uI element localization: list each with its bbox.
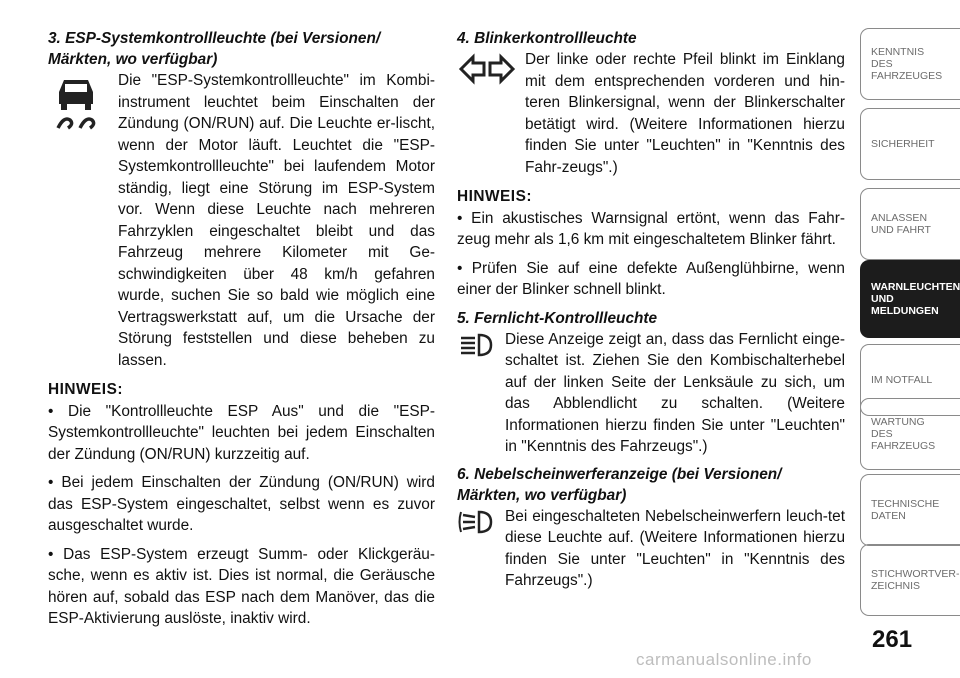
page-number: 261 bbox=[872, 626, 913, 653]
note-paragraph: • Ein akustisches Warnsignal ertönt, wenn das Fahr-zeug mehr als 1,6 km mit eingeschaltetem Blinker fährt. bbox=[457, 209, 845, 248]
high-beam-icon bbox=[457, 329, 505, 369]
section-3-block bbox=[48, 70, 435, 371]
watermark: carmanualsonline.info bbox=[636, 650, 812, 669]
left-column bbox=[48, 28, 435, 637]
section-6-heading: 6. Nebelscheinwerferanzeige (bei Versionen/ Märkten, wo verfügbar) bbox=[457, 465, 782, 504]
tab-label: TECHNISCHE DATEN bbox=[871, 498, 940, 522]
section-4-block bbox=[457, 49, 845, 178]
tab-technische-daten[interactable] bbox=[860, 474, 960, 546]
tab-wartung-des-fahrzeugs[interactable] bbox=[860, 398, 960, 470]
section-5-block bbox=[457, 329, 845, 458]
section-6-block bbox=[457, 506, 845, 592]
tab-label: KENNTNIS DES FAHRZEUGES bbox=[871, 46, 943, 82]
section-6-text: Bei eingeschalteten Nebelscheinwerfern leuch-tet diese Leuchte auf. (Weitere Informationen hierzu finden Sie unter "Leuchten" in "Kenntnis des Fahrzeugs".) bbox=[505, 507, 845, 589]
tab-stichwortverzeichnis[interactable] bbox=[860, 544, 960, 616]
section-4-text: Der linke oder rechte Pfeil blinkt im Einklang mit dem entsprechenden vorderen und hin-teren Blinkersignal, wenn der Blinkerschalter betätigt wird. (Weitere Informationen hierzu finden Sie unter "Leuchten" in "Kenntnis des Fahr-zeugs".) bbox=[525, 51, 845, 176]
tab-sicherheit[interactable] bbox=[860, 108, 960, 180]
tab-label: SICHERHEIT bbox=[871, 138, 935, 150]
section-3-text: Die "ESP-Systemkontrollleuchte" im Kombi-instrument leuchtet beim Einschalten der Zündung (ON/RUN) auf. Die Leuchte er-lischt, wenn der Motor läuft. Leuchtet die "ESP-Systemkontrollleuchte" bei laufendem Motor ständig, liegt eine Störung im ESP-System vor. Wenn diese Leuchte nach mehreren Fahrzyklen eingeschaltet bleibt und das Fahrzeug mehrere Kilometer mit Ge-schwindigkeiten über 48 km/h gefahren wurde, suchen Sie so bald wie möglich eine Vertragswerkstatt auf, um die Ursache der Störung feststellen und diese beheben zu lassen. bbox=[118, 72, 435, 369]
right-column bbox=[457, 28, 845, 592]
section-5-heading: 5. Fernlicht-Kontrollleuchte bbox=[457, 309, 658, 327]
turn-signal-arrows-icon bbox=[457, 49, 525, 109]
note-paragraph: • Prüfen Sie auf eine defekte Außenglühbirne, wenn einer der Blinker schnell blinkt. bbox=[457, 259, 845, 298]
hinweis-label: HINWEIS: bbox=[457, 188, 532, 205]
section-5-text: Diese Anzeige zeigt an, dass das Fernlicht einge-schaltet ist. Ziehen Sie den Kombischalterhebel auf der linken Seite der Lenksäule zu sich, um das Abblendlicht zu schalten. (Weitere Informationen hierzu finden Sie unter "Leuchten" in "Kenntnis des Fahrzeugs".) bbox=[505, 330, 845, 455]
hinweis-label: HINWEIS: bbox=[48, 381, 123, 398]
tab-label: WARNLEUCHTEN UND MELDUNGEN bbox=[871, 281, 960, 317]
tab-kenntnis-des-fahrzeuges[interactable] bbox=[860, 28, 960, 100]
note-paragraph: • Die "Kontrollleuchte ESP Aus" und die "ESP-Systemkontrollleuchte" leuchten bei jedem Einschalten der Zündung (ON/RUN) kurzzeitig auf. bbox=[48, 402, 435, 463]
tab-anlassen-und-fahrt[interactable] bbox=[860, 188, 960, 260]
tab-label: IM NOTFALL bbox=[871, 374, 933, 386]
esp-skid-icon bbox=[48, 70, 118, 150]
fog-light-icon bbox=[457, 506, 505, 546]
note-paragraph: • Bei jedem Einschalten der Zündung (ON/RUN) wird das ESP-System eingeschaltet, selbst wenn es zuvor ausgeschaltet wurde. bbox=[48, 474, 435, 534]
section-3-heading: 3. ESP-Systemkontrollleuchte (bei Versionen/ Märkten, wo verfügbar) bbox=[48, 30, 381, 68]
tab-label: STICHWORTVER- ZEICHNIS bbox=[871, 568, 960, 592]
tab-warnleuchten-und-meldungen[interactable] bbox=[860, 260, 960, 338]
section-4-heading: 4. Blinkerkontrollleuchte bbox=[457, 30, 637, 47]
tab-label: ANLASSEN UND FAHRT bbox=[871, 212, 931, 236]
tab-label: WARTUNG DES FAHRZEUGS bbox=[871, 416, 936, 452]
note-paragraph: • Das ESP-System erzeugt Summ- oder Klickgeräu-sche, wenn es aktiv ist. Dies ist normal, die Geräusche hören auf, sobald das ESP nach dem Manöver, das die ESP-Aktivierung auslöste, inaktiv wird. bbox=[48, 545, 435, 627]
